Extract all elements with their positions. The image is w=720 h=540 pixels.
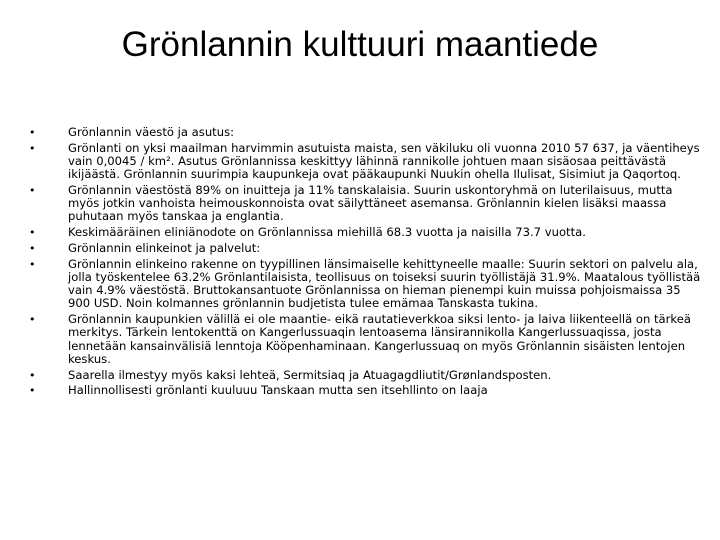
bullet-text: Grönlannin väestö ja asutus: <box>68 125 235 139</box>
bullet-dot-icon: • <box>29 257 36 271</box>
bullet-text: Grönlannin elinkeinot ja palvelut: <box>68 241 261 255</box>
slide-title: Grönlannin kulttuuri maantiede <box>121 25 599 64</box>
bullet-text: Grönlannin väestöstä 89% on inuitteja ja 11% tanskalaisia. Suurin uskontoryhmä on luterilaisuus, mutta myös jotkin vanhoista heimouskonnoista ovat säilyttäneet asemansa. Grönlannin kielen lisäksi maassa puhutaan myös tanskaa ja englantia. <box>68 183 673 224</box>
bullet-item <box>29 126 701 139</box>
bullet-dot-icon: • <box>29 242 36 255</box>
bullet-dot-icon: • <box>29 368 36 382</box>
bullet-item <box>29 313 701 366</box>
bullet-text: Grönlanti on yksi maailman harvimmin asutuista maista, sen väkiluku oli vuonna 2010 57 637, ja väentiheys vain 0,0045 / km². Asutus Grönlannissa keskittyy lähinnä rannikolle johtuen maan sisäosaa peittävästä ikijäästä. Grönlannin suurimpia kaupunkeja ovat pääkaupunki Nuukin ohella Ilulisat, Sisimiut ja Qaqortoq. <box>68 140 700 182</box>
bullet-item <box>29 226 701 239</box>
bullet-text: Keskimääräinen eliniänodote on Grönlannissa miehillä 68.3 vuotta ja naisilla 73.7 vuotta. <box>68 225 586 240</box>
bullet-item <box>29 184 701 224</box>
bullet-dot-icon: • <box>29 184 36 197</box>
bullet-dot-icon: • <box>29 313 36 327</box>
bullet-item <box>29 369 701 382</box>
bullet-text: Hallinnollisesti grönlanti kuuluuu Tanskaan mutta sen itsehllinto on laaja <box>68 383 488 398</box>
bullet-dot-icon: • <box>29 384 36 398</box>
bullet-list <box>29 126 701 400</box>
bullet-dot-icon: • <box>29 226 36 240</box>
bullet-item <box>29 142 701 182</box>
bullet-item <box>29 384 701 397</box>
bullet-item <box>29 242 701 255</box>
bullet-text: Grönlannin elinkeino rakenne on tyypillinen länsimaiselle kehittyneelle maalle: Suurin sektori on palvelu ala, jolla työskentelee 63.2% Grönlantilaisista, teollisuus on toiseksi suurin työllistäjä 31.9%. Maatalous työllistää vain 4.9% väestöstä. Bruttokansantuote Grönlannissa on hieman pienempi kuin muissa pohjoismaissa 35 900 USD. Noin kolmannes grönlannin budjetista tulee emämaa Tanskasta tukina. <box>68 256 701 311</box>
bullet-dot-icon: • <box>29 141 36 155</box>
bullet-text: Grönlannin kaupunkien välillä ei ole maantie- eikä rautatieverkkoa siksi lento- ja laiva liikenteellä on tärkeä merkitys. Tärkein lentokenttä on Kangerlussuaqin lentoasema länsirannikolla Kangerlussuaqissa, josta lennetään kansainvälisiä lenntoja Kööpenhaminaan. Kangerlussuaq on myös Grönlannin sisäisten lentojen keskus. <box>68 312 691 366</box>
bullet-text: Saarella ilmestyy myös kaksi lehteä, Sermitsiaq ja Atuagagdliutit/Grønlandsposten. <box>68 367 552 382</box>
bullet-item <box>29 258 701 311</box>
bullet-dot-icon: • <box>29 126 36 139</box>
